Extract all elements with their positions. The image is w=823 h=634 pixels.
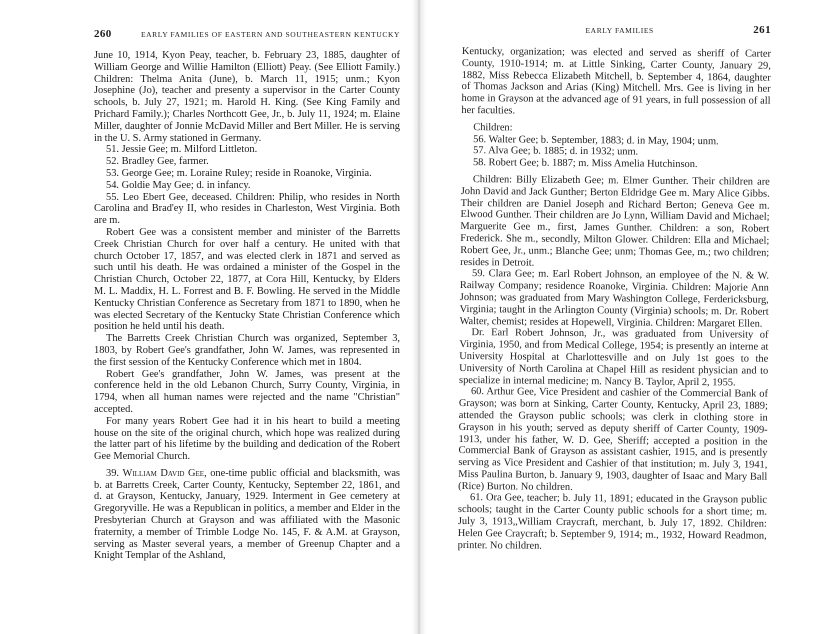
paragraph: Dr. Earl Robert Johnson, Jr., was graduated from University of Virginia, 1950, and from Medical College, 1954; is presently an interne at University Hospital at Charlottesville and on July 1st goes to the University of North Carolina at Chapel Hill as resident physician and to specialize in internal medicine; m. Nancy B. Taylor, April 2, 1955. (459, 327, 769, 388)
right-page (420, 0, 823, 551)
list-item: 57. Alva Gee; b. 1885; d. in 1932; unm. (473, 145, 639, 158)
page-number: 260 (94, 28, 112, 40)
paragraph: June 10, 1914, Kyon Peay, teacher, b. February 23, 1885, daughter of William George and Willie Hamilton (Elliott) Peay. (See Elliott Family.) Children: Thelma Anita (June), b. March 11, 1915; unm.; Kyon Josephine (Jo), teacher and presenty a supervisor in the Carter County schools, b. July 27, 1921; m. Harold H. King. (See King Family and Prichard Family.); Charles Northcott Gee, Jr., b. July 11, 1924; m. Elaine Miller, daughter of Jonnie McDavid Miller and Bert Miller. He is serving in the U. S. Army stationed in Germany. (94, 50, 400, 144)
left-page-header (94, 28, 400, 50)
running-head: EARLY FAMILIES (585, 26, 654, 35)
page-number: 261 (753, 24, 771, 36)
list-item: 56. Walter Gee; b. September, 1883; d. in May, 1904; unm. (473, 133, 719, 147)
right-page-text (458, 46, 771, 554)
paragraph: The Barretts Creek Christian Church was organized, September 3, 1803, by Robert Gee's grandfather, John W. James, was represented in the first session of the Kentucky Conference which met in 1804. (94, 333, 400, 368)
list-item: 58. Robert Gee; b. 1887; m. Miss Amelia Hutchinson. (472, 157, 698, 171)
paragraph: 60. Arthur Gee, Vice President and cashier of the Commercial Bank of Grayson; was born at Sinking, Carter County, Kentucky, April 23, 1889; attended the Grayson public schools; was clerk in clothing store in Grayson in his youth; served as deputy sheriff of Carter County, 1909-1913, under his father, W. D. Gee, Sheriff; accepted a position in the Commercial Bank of Grayson as assistant cashier, 1915, and is presently serving as Vice President and Cashier of that institution; m. July 3, 1941, Miss Paulina Burton, b. January 9, 1903, daughter of Isaac and Mary Ball (Rice) Burton. No children. (458, 386, 769, 493)
left-page (0, 0, 418, 562)
right-page-header (462, 24, 771, 46)
children-heading: Children: (473, 121, 513, 134)
list-item: 53. George Gee; m. Loraine Ruley; reside in Roanoke, Virginia. (106, 167, 372, 179)
paragraph: Robert Gee was a consistent member and minister of the Barretts Creek Christian Church for over half a century. He united with that church October 17, 1857, and was elected clerk in 1871 and served as such until his death. He was ordained a minister of the Gospel in the Christian Church, October 22, 1877, at Cora Hill, Kentucky, by Elders M. L. Maddix, H. L. Forrest and B. F. Bowling. He served in the Middle Kentucky Christian Conference as Secretary from 1871 to 1890, when he was elected Secretary of the Kentucky State Christian Conference which position he held until his death. (94, 226, 400, 333)
left-page-text (94, 50, 400, 562)
list-item: 55. Leo Ebert Gee, deceased. Children: Philip, who resides in North Carolina and Brad'ey II, who resides in Charleston, West Virginia. Both are m. (94, 191, 400, 227)
entry-number: 39. (106, 467, 119, 479)
entry-text: , one-time public official and blacksmith, was b. at Barretts Creek, Carter County, Kentucky, September 22, 1861, and d. at Grayson, Kentucky, January, 1929. Interment in Gee cemetery at Gregoryville. He was a Republican in politics, a member and Elder in the Presbyterian Church at Grayson and was affiliated with the Masonic fraternity, a member of Trimble Lodge No. 145, F. & A.M. at Grayson, serving as Master several years, a member of Greenup Chapter and a Knight Templar of the Ashland, (94, 467, 400, 562)
running-head: EARLY FAMILIES OF EASTERN AND SOUTHEASTERN KENTUCKY (140, 30, 400, 39)
paragraph: For many years Robert Gee had it in his heart to build a meeting house on the site of the original church, which hope was realized during the latter part of his lifetime by the building and dedication of the Robert Gee Memorial Church. (94, 415, 400, 463)
paragraph: Kentucky, organization; was elected and served as sheriff of Carter County, 1910-1914; m. at Little Sinking, Carter County, January 29, 1882, Miss Rebecca Elizabeth Mitchell, b. September 4, 1864, daughter of Thomas Jackson and Arias (King) Mitchell. Mrs. Gee is living in her home in Grayson at the advanced age of 91 years, in full possession of all her faculties. (461, 46, 771, 117)
paragraph: 61. Ora Gee, teacher; b. July 11, 1891; educated in the Grayson public schools; taught in the Carter County public schools for a short time; m. July 3, 1913,,William Craycraft, merchant, b. July 17, 1892. Children: Helen Gee Craycraft; b. September 9, 1914; m., 1932, Howard Readmon, printer. No children. (457, 492, 768, 552)
entry-name: William David Gee (122, 467, 205, 479)
list-item: 54. Goldie May Gee; d. in infancy. (106, 179, 251, 191)
paragraph: Robert Gee's grandfather, John W. James, was present at the conference held in the old Lebanon Church, Surry County, Virginia, in 1794, when all human names were rejected and the name "Christian" accepted. (94, 368, 400, 415)
entry-39 (94, 468, 400, 562)
paragraph: Children: Billy Elizabeth Gee; m. Elmer Gunther. Their children are John David and Jack Gunther; Berton Eldridge Gee m. Mary Alice Gibbs. Their children are Daniel Joseph and Richard Berton; Geneva Gee m. Elwood Gunther. Their children are Jo Lynn, William David and Michael; Marguerite Gee m., first, James Gunther. Children: a son, Robert Frederick. She m., secondly, Milton Glower. Children: Ella and Michael; Robert Gee, Jr., unm.; Blanche Gee; unm; Thomas Gee, m.; two children; resides in Detroit. (460, 174, 770, 269)
list-item: 52. Bradley Gee, farmer. (106, 156, 209, 168)
paragraph: 59. Clara Gee; m. Earl Robert Johnson, an employee of the N. & W. Railway Company; residence Roanoke, Virginia. Children: Majorie Ann Johnson; was graduated from Mary Washington College, Ferdericksburg, Virginia; taught in the Arlington County (Virginia) schools; m. Dr. Robert Walter, chemist; resides at Hopewell, Virginia. Children: Margaret Ellen. (459, 268, 770, 330)
list-item: 51. Jessie Gee; m. Milford Littleton. (106, 144, 258, 156)
